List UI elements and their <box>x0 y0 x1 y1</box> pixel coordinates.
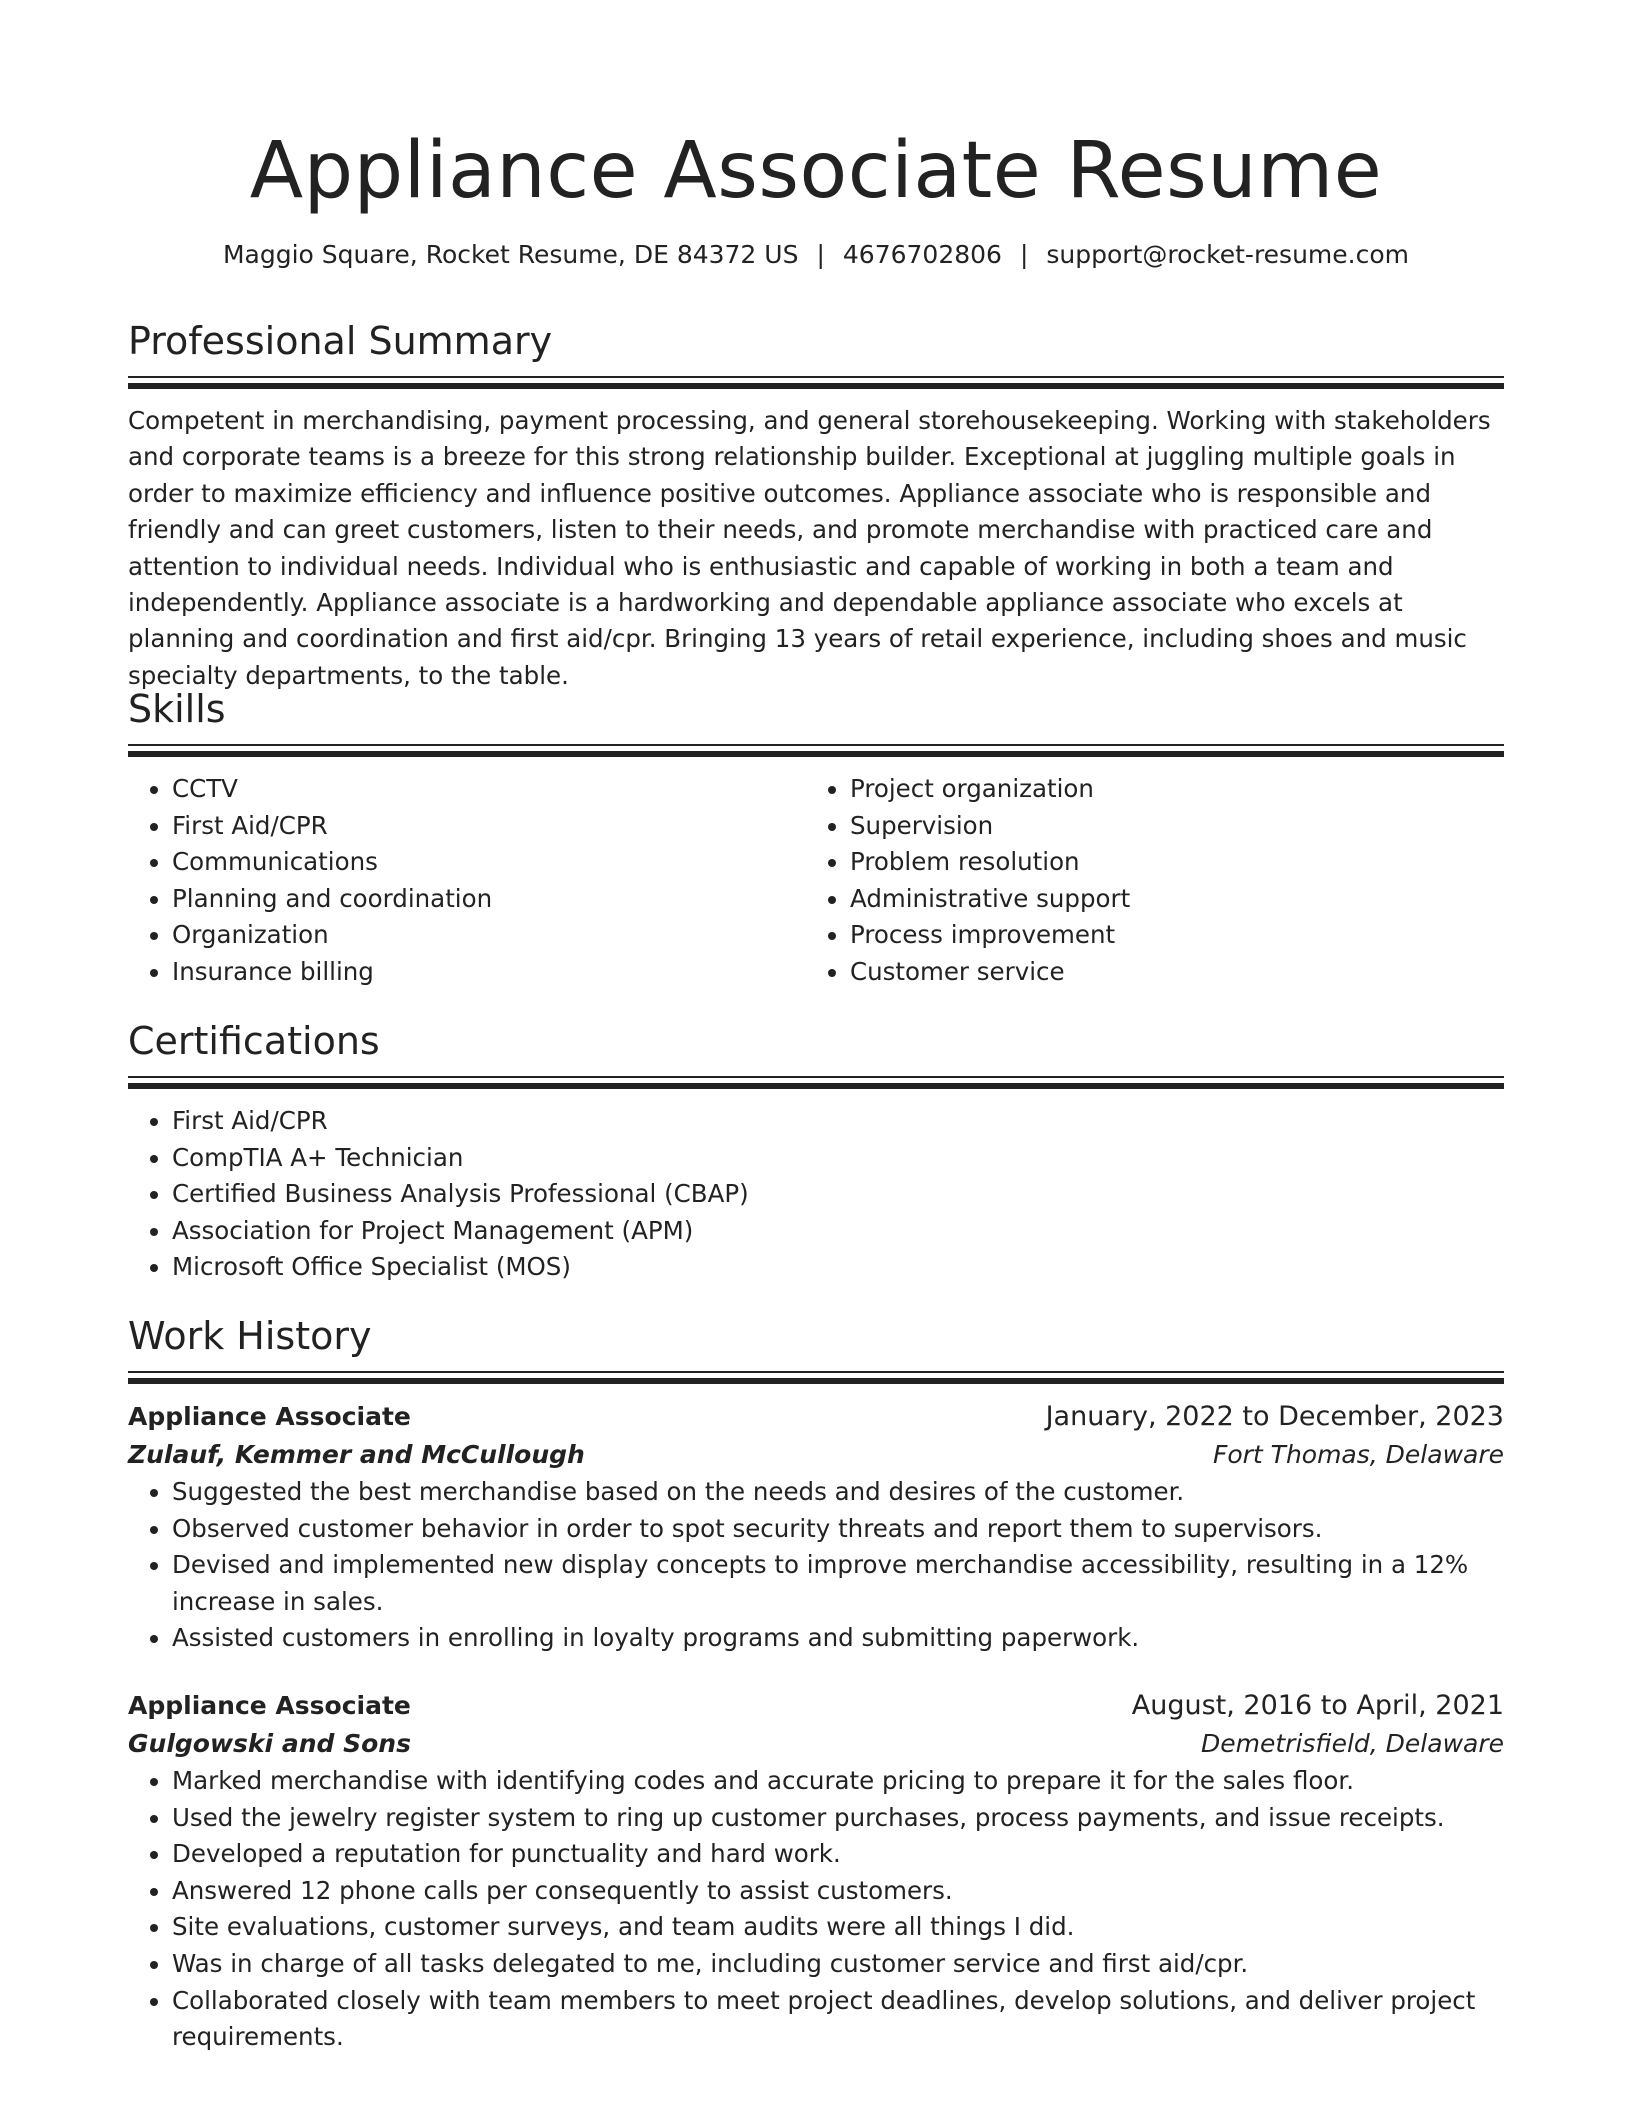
skill-item: • Communications <box>172 844 806 881</box>
job-bullet: • Developed a reputation for punctuality and hard work. <box>172 1836 1504 1873</box>
work-history-section <box>128 1313 1504 2056</box>
job-bullet: • Collaborated closely with team members to meet project deadlines, develop solutions, and deliver project requirements. <box>172 1983 1504 2056</box>
resume-page <box>128 0 1504 2052</box>
job-bullet: • Observed customer behavior in order to spot security threats and report them to supervisors. <box>172 1511 1504 1548</box>
job-company-row <box>128 1436 1504 1474</box>
summary-text: Competent in merchandising, payment processing, and general storehousekeeping. Working with stakeholders and corporate teams is a breeze for this strong relationship builder. Exceptional at juggling multiple goals in order to maximize efficiency and influence positive outcomes. Appliance associate who is responsible and friendly and can greet customers, listen to their needs, and promote merchandise with practiced care and attention to individual needs. Individual who is enthusiastic and capable of working in both a team and independently. Appliance associate is a hardworking and dependable appliance associate who excels at planning and coordination and first aid/cpr. Bringing 13 years of retail experience, including shoes and music specialty departments, to the table. <box>128 406 1491 690</box>
skills-column-left <box>128 771 806 991</box>
contact-email: support@rocket-resume.com <box>1046 240 1410 269</box>
certification-item: • CompTIA A+ Technician <box>172 1140 1504 1177</box>
job-entry <box>128 1687 1504 2056</box>
skill-item: • CCTV <box>172 771 806 808</box>
job-entry <box>128 1398 1504 1657</box>
job-location: Demetrisfield, Delaware <box>1201 1728 1504 1758</box>
job-dates: January, 2022 to December, 2023 <box>1045 1401 1504 1432</box>
skill-item: • Problem resolution <box>850 844 1484 881</box>
job-dates: August, 2016 to April, 2021 <box>1131 1689 1504 1721</box>
job-header-row <box>128 1687 1504 1725</box>
job-bullets <box>128 1763 1504 2056</box>
skill-item: • Supervision <box>850 808 1484 845</box>
contact-line <box>128 240 1504 270</box>
page-title: Appliance Associate Resume <box>249 126 1383 216</box>
certifications-section <box>128 1018 1504 1286</box>
job-location: Fort Thomas, Delaware <box>1212 1440 1504 1469</box>
work-history-heading: Work History <box>128 1314 372 1358</box>
certification-item: • Microsoft Office Specialist (MOS) <box>172 1249 1504 1286</box>
skill-item: • Insurance billing <box>172 954 806 991</box>
summary-section <box>128 318 1504 694</box>
contact-address: Maggio Square, Rocket Resume, DE 84372 US <box>222 240 799 269</box>
skills-section <box>128 686 1504 991</box>
skill-item: • Process improvement <box>850 917 1484 954</box>
job-bullet: • Suggested the best merchandise based on the needs and desires of the customer. <box>172 1474 1504 1511</box>
skill-item: • First Aid/CPR <box>172 808 806 845</box>
section-divider <box>128 1371 1504 1384</box>
contact-phone: 4676702806 <box>842 240 1002 269</box>
job-header-row <box>128 1398 1504 1436</box>
job-title: Appliance Associate <box>128 1690 411 1720</box>
skill-item: • Project organization <box>850 771 1484 808</box>
skill-item: • Administrative support <box>850 881 1484 918</box>
contact-separator: | <box>816 240 825 269</box>
summary-heading: Professional Summary <box>128 319 553 363</box>
certifications-heading: Certifications <box>128 1019 380 1063</box>
contact-separator: | <box>1019 240 1029 269</box>
skills-columns <box>128 771 1504 991</box>
job-bullet: • Answered 12 phone calls per consequently to assist customers. <box>172 1873 1504 1910</box>
job-bullet: • Marked merchandise with identifying codes and accurate pricing to prepare it for the sales floor. <box>172 1763 1504 1800</box>
skill-item: • Customer service <box>850 954 1484 991</box>
job-title: Appliance Associate <box>128 1402 411 1431</box>
skill-item: • Organization <box>172 917 806 954</box>
skills-column-right <box>806 771 1484 991</box>
job-bullet: • Was in charge of all tasks delegated to me, including customer service and first aid/cpr. <box>172 1946 1504 1983</box>
job-company: Gulgowski and Sons <box>128 1728 411 1758</box>
certification-item: • First Aid/CPR <box>172 1103 1504 1140</box>
job-bullet: • Devised and implemented new display concepts to improve merchandise accessibility, resulting in a 12% increase in sales. <box>172 1547 1504 1620</box>
section-divider <box>128 376 1504 389</box>
section-divider <box>128 1076 1504 1089</box>
certification-item: • Certified Business Analysis Professional (CBAP) <box>172 1176 1504 1213</box>
job-bullets <box>128 1474 1504 1657</box>
skill-item: • Planning and coordination <box>172 881 806 918</box>
certifications-list <box>128 1103 1504 1286</box>
job-company: Zulauf, Kemmer and McCullough <box>128 1440 585 1469</box>
job-bullet: • Site evaluations, customer surveys, and team audits were all things I did. <box>172 1909 1504 1946</box>
section-divider <box>128 744 1504 757</box>
skills-heading: Skills <box>128 687 226 731</box>
certification-item: • Association for Project Management (APM) <box>172 1213 1504 1250</box>
job-bullet: • Used the jewelry register system to ring up customer purchases, process payments, and issue receipts. <box>172 1800 1504 1837</box>
job-company-row <box>128 1725 1504 1763</box>
job-bullet: • Assisted customers in enrolling in loyalty programs and submitting paperwork. <box>172 1620 1504 1657</box>
